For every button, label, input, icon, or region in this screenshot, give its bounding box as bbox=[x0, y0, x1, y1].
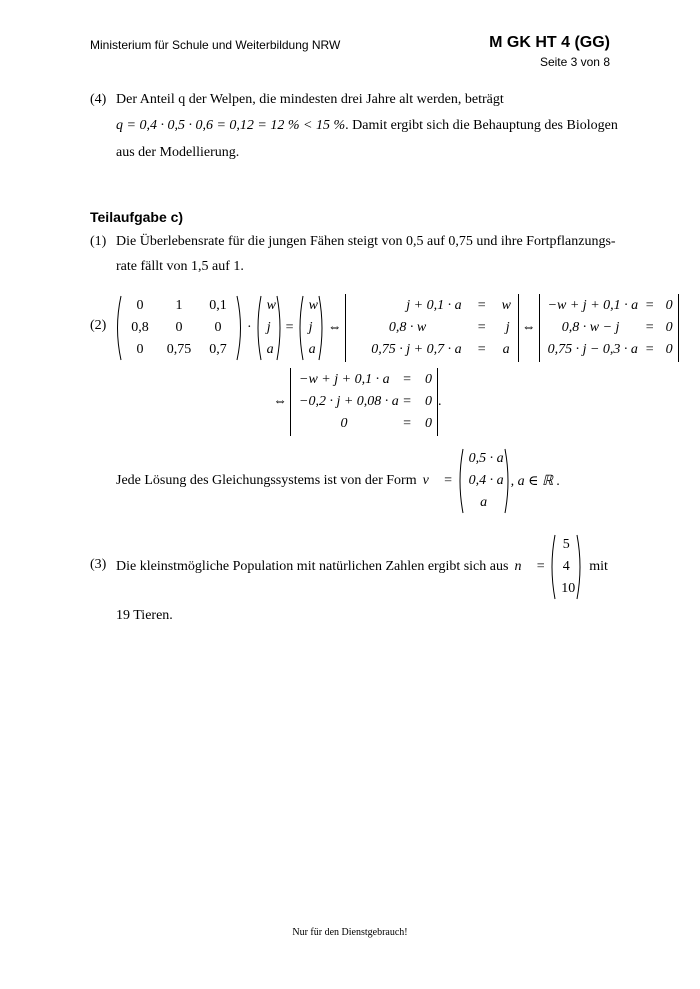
header-page-number: Seite 3 von 8 bbox=[539, 55, 610, 69]
equation-system-1 bbox=[349, 294, 515, 362]
system-eq: = bbox=[476, 298, 487, 313]
system-eq: = bbox=[402, 416, 412, 431]
header-ministry: Ministerium für Schule und Weiterbildung NRW bbox=[90, 38, 341, 52]
solution-line bbox=[116, 447, 560, 515]
system-rhs: 0 bbox=[425, 416, 432, 431]
equivalence-arrow: ⇔ bbox=[273, 394, 287, 409]
result-vector bbox=[304, 294, 318, 362]
vec-left-paren bbox=[549, 534, 556, 600]
matrix-cell: 0 bbox=[136, 342, 144, 357]
vec-right-paren bbox=[576, 534, 583, 600]
dot-operator: · bbox=[247, 320, 252, 335]
system-eq: = bbox=[644, 342, 655, 357]
system-eq: = bbox=[402, 372, 412, 387]
matrix-left-paren bbox=[114, 295, 122, 361]
vector-cell: w bbox=[308, 298, 318, 313]
system-eq: = bbox=[644, 320, 655, 335]
item1-number: (1) bbox=[90, 234, 107, 249]
item3-tail: mit bbox=[589, 559, 608, 574]
system-lhs: 0,75 · j + 0,7 · a bbox=[371, 342, 462, 357]
system-eq: = bbox=[476, 320, 487, 335]
system-lhs: −w + j + 0,1 · a bbox=[299, 372, 390, 387]
equivalence-arrow: ⇔ bbox=[327, 320, 342, 335]
solution-vector bbox=[464, 447, 504, 515]
system-lhs: −0,2 · j + 0,08 · a bbox=[299, 394, 399, 409]
system-rhs: 0 bbox=[425, 394, 432, 409]
system-eq: = bbox=[476, 342, 487, 357]
system-lhs: 0 bbox=[340, 416, 348, 431]
system-rhs: j bbox=[505, 320, 510, 335]
vector-cell: 0,4 · a bbox=[468, 473, 504, 488]
vector-cell: 10 bbox=[561, 581, 576, 596]
header-code: M GK HT 4 (GG) bbox=[489, 34, 610, 51]
section-heading: Teilaufgabe c) bbox=[90, 209, 184, 225]
item2-number: (2) bbox=[90, 318, 107, 333]
item4-formula: q = 0,4 · 0,5 · 0,6 = 0,12 = 12 % < 15 % bbox=[116, 118, 346, 133]
equation-system-3 bbox=[294, 368, 434, 436]
system-eq: = bbox=[644, 298, 655, 313]
item4-line3: aus der Modellierung. bbox=[116, 145, 240, 160]
item3-line bbox=[116, 533, 608, 601]
item3-number: (3) bbox=[90, 557, 107, 572]
matrix-cell: 1 bbox=[175, 298, 183, 313]
item4-number: (4) bbox=[90, 92, 107, 107]
vector-cell: j bbox=[308, 320, 313, 335]
matrix-cell: 0 bbox=[136, 298, 144, 313]
system-lhs: 0,8 · w bbox=[388, 320, 427, 335]
system-lhs: j + 0,1 · a bbox=[406, 298, 462, 313]
vec-left-paren bbox=[255, 295, 262, 361]
system-eq: = bbox=[402, 394, 412, 409]
item1-line2: rate fällt von 1,5 auf 1. bbox=[116, 259, 244, 274]
matrix-cell: 0,75 bbox=[166, 342, 192, 357]
matrix-cell: 0,1 bbox=[209, 298, 227, 313]
system-rhs: 0 bbox=[665, 298, 673, 313]
system-rhs: 0 bbox=[665, 342, 673, 357]
footer-note: Nur für den Dienstgebrauch! bbox=[292, 927, 408, 938]
item4-line2-tail: . Damit ergibt sich die Behauptung des Biologen bbox=[345, 118, 618, 133]
transition-matrix bbox=[122, 294, 236, 362]
vector-cell: a bbox=[480, 495, 488, 510]
vector-cell: 4 bbox=[562, 559, 570, 574]
period: . bbox=[438, 394, 442, 409]
equation-row-1 bbox=[114, 294, 679, 362]
item4-line1: Der Anteil q der Welpen, die mindesten drei Jahre alt werden, beträgt bbox=[116, 92, 504, 107]
matrix-cell: 0 bbox=[214, 320, 222, 335]
vector-cell: a bbox=[266, 342, 274, 357]
system-rhs: w bbox=[501, 298, 511, 313]
vec-left-paren bbox=[297, 295, 304, 361]
n-vector bbox=[556, 533, 576, 601]
matrix-cell: 0 bbox=[175, 320, 183, 335]
vector-cell: 5 bbox=[562, 537, 570, 552]
solution-symbol: v⃗ = bbox=[422, 473, 453, 488]
item3-text: Die kleinstmögliche Population mit natürlichen Zahlen ergibt sich aus bbox=[116, 559, 509, 574]
equals-operator: = bbox=[285, 320, 294, 335]
system-lhs: −w + j + 0,1 · a bbox=[547, 298, 639, 313]
item1-line1: Die Überlebensrate für die jungen Fähen steigt von 0,5 auf 0,75 und ihre Fortpflanzungs- bbox=[116, 234, 616, 249]
matrix-right-paren bbox=[236, 295, 244, 361]
item3-line2: 19 Tieren. bbox=[116, 608, 173, 623]
vec-right-paren bbox=[276, 295, 283, 361]
equivalence-arrow: ⇔ bbox=[521, 320, 536, 335]
solution-text: Jede Lösung des Gleichungssystems ist von der Form bbox=[116, 473, 417, 488]
equation-row-2 bbox=[270, 368, 442, 436]
solution-tail: , a ∈ ℝ . bbox=[510, 473, 561, 489]
vec-right-paren bbox=[318, 295, 325, 361]
system-rhs: a bbox=[502, 342, 510, 357]
vec-right-paren bbox=[504, 448, 511, 514]
system-lhs: 0,8 · w − j bbox=[561, 320, 620, 335]
vector-cell: 0,5 · a bbox=[468, 451, 504, 466]
system-rhs: 0 bbox=[665, 320, 673, 335]
vector-cell: w bbox=[266, 298, 277, 313]
equation-system-2 bbox=[543, 294, 675, 362]
state-vector bbox=[262, 294, 276, 362]
system-rhs: 0 bbox=[425, 372, 432, 387]
n-symbol: n⃗ = bbox=[514, 559, 546, 574]
matrix-cell: 0,7 bbox=[209, 342, 227, 357]
system-lhs: 0,75 · j − 0,3 · a bbox=[547, 342, 638, 357]
item4-line2 bbox=[116, 118, 618, 134]
matrix-cell: 0,8 bbox=[131, 320, 149, 335]
vector-cell: a bbox=[308, 342, 316, 357]
vec-left-paren bbox=[457, 448, 464, 514]
vector-cell: j bbox=[266, 320, 271, 335]
